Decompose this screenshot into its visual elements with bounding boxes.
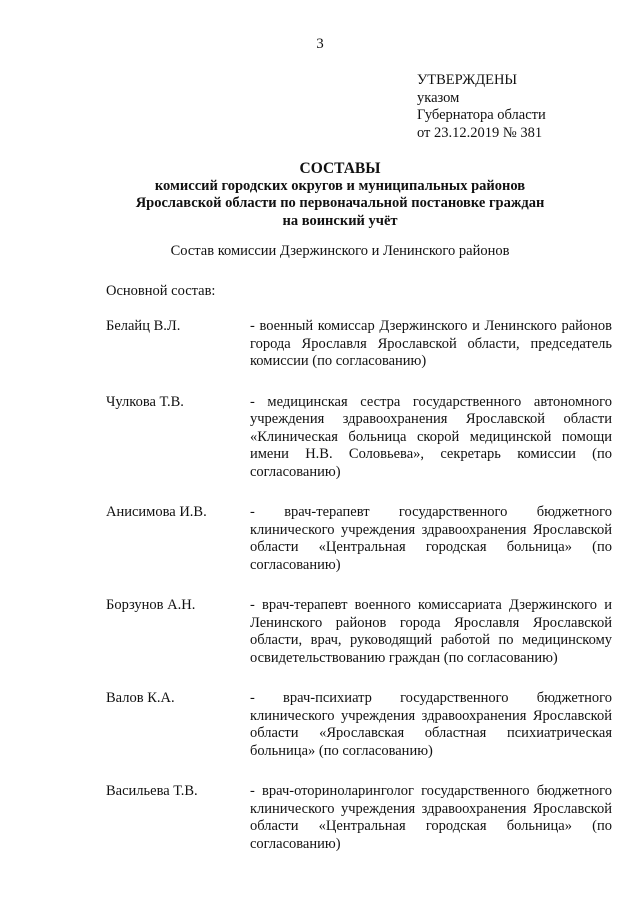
approval-stamp	[417, 72, 546, 142]
member-name: Валов К.А.	[106, 690, 175, 706]
section-label: Основной состав:	[106, 283, 216, 299]
approval-line: Губернатора области	[417, 107, 546, 123]
title-main: СОСТАВЫ	[299, 160, 381, 177]
member-row	[106, 394, 612, 482]
title-line: комиссий городских округов и муниципальных районов	[154, 177, 526, 194]
member-row	[106, 504, 612, 574]
member-row	[106, 690, 612, 760]
title-line: на воинский учёт	[282, 212, 398, 229]
member-row	[106, 318, 612, 371]
member-role: - военный комиссар Дзержинского и Ленинского районов города Ярославля Ярославской области, председатель комиссии (по согласованию)	[250, 318, 612, 369]
member-role: - врач-терапевт государственного бюджетного клинического учреждения здравоохранения Ярославской области «Центральная городская больница» (по согласованию)	[250, 504, 612, 573]
page-number: 3	[316, 36, 324, 52]
title-line: Ярославской области по первоначальной постановке граждан	[135, 195, 545, 211]
members-list	[106, 318, 612, 876]
member-name: Борзунов А.Н.	[106, 597, 196, 613]
member-row	[106, 597, 612, 667]
approval-line: от 23.12.2019 № 381	[417, 124, 543, 141]
member-name: Чулкова Т.В.	[106, 393, 184, 410]
member-role: - врач-терапевт военного комиссариата Дзержинского и Ленинского районов города Ярославля Ярославской области, врач, руководящий работой по медицинскому освидетельствованию граждан (по согласованию)	[250, 597, 612, 666]
approval-line: указом	[417, 89, 460, 106]
member-name: Васильева Т.В.	[106, 783, 198, 799]
document-title	[80, 160, 600, 230]
member-role: - врач-психиатр государственного бюджетного клинического учреждения здравоохранения Ярославской области «Ярославская областная психиатрическая больница» (по согласованию)	[250, 690, 612, 759]
member-role: - медицинская сестра государственного автономного учреждения здравоохранения Ярославской области «Клиническая больница скорой медицинской помощи имени Н.В. Соловьева», секретарь комиссии (по согласованию)	[250, 393, 612, 480]
member-name: Белайц В.Л.	[106, 318, 181, 334]
approval-line: УТВЕРЖДЕНЫ	[417, 72, 518, 88]
commission-subtitle: Состав комиссии Дзержинского и Ленинского районов	[170, 243, 510, 259]
member-row	[106, 783, 612, 853]
member-name: Анисимова И.В.	[106, 504, 207, 520]
member-role: - врач-оториноларинголог государственного бюджетного клинического учреждения здравоохранения Ярославской области «Центральная городская больница» (по согласованию)	[250, 783, 612, 852]
